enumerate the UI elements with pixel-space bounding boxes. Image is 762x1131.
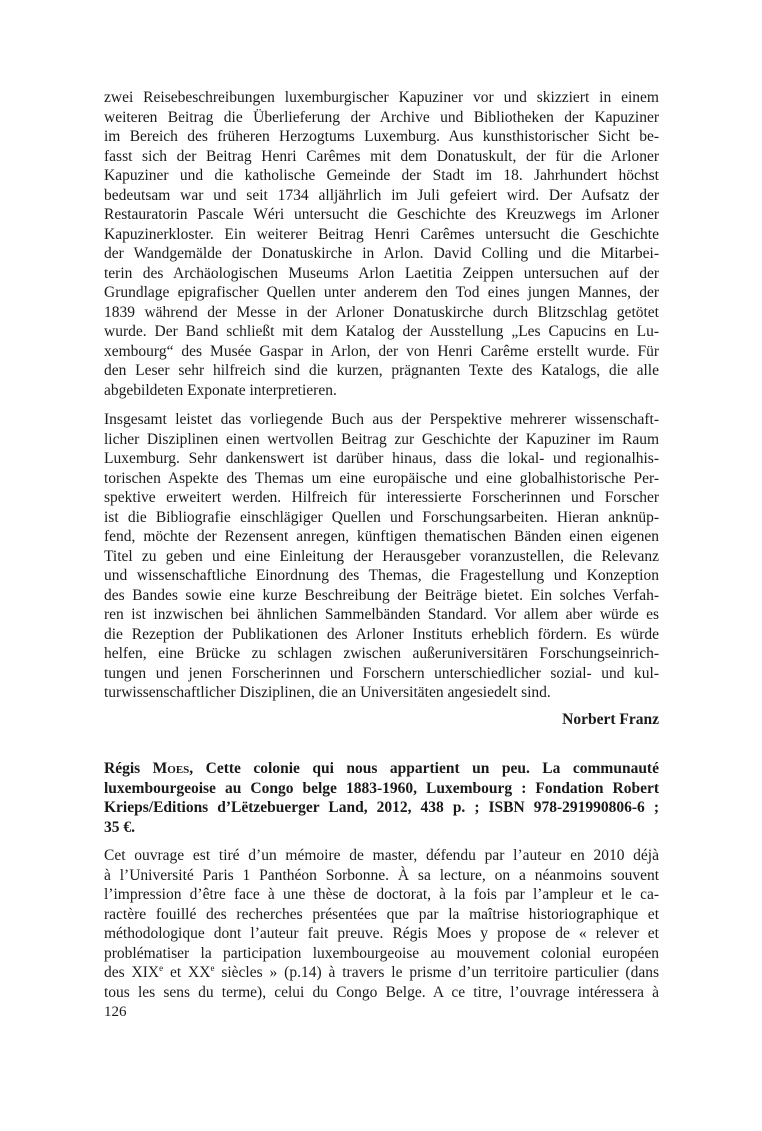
book-title-start: , Cette colonie qui nous appartient un peu. La communauté xyxy=(189,760,659,777)
text-line: und wissenschaftliche Einordnung des Themas, die Fragestellung und Konzeption xyxy=(104,567,659,584)
page-number: 126 xyxy=(104,1004,127,1020)
text-line: des Bandes sowie eine kurze Beschreibung der Beiträge bietet. Ein solches Verfah- xyxy=(104,586,659,604)
text-line: Grundlage epigrafischer Quellen unter anderem den Tod eines jungen Mannes, der xyxy=(104,284,659,301)
author-first-name: Régis xyxy=(104,760,153,777)
text-line: ist die Bibliografie einschlägiger Quellen und Forschungsarbeiten. Hieran anknüp- xyxy=(104,508,659,526)
text-line: ren ist inzwischen bei ähnlichen Sammelbänden Standard. Vor allem aber würde es xyxy=(104,606,659,623)
text-line: tungen und jenen Forscherinnen und Forschern unterschiedlicher sozial- und kul- xyxy=(104,664,659,682)
review-paragraph-2 xyxy=(104,410,659,703)
text-line: à l’Université Paris 1 Panthéon Sorbonne. À sa lecture, on a néanmoins souvent xyxy=(104,866,659,884)
text-line: fend, möchte der Rezensent anregen, künftigen thematischen Bänden einen eigenen xyxy=(104,528,659,545)
text-line: die Rezeption der Publikationen des Arloner Instituts erheblich fördern. Es würde xyxy=(104,625,659,643)
author-last-name: Moes xyxy=(152,760,190,777)
text-line: l’impression d’être face à une thèse de doctorat, à la fois par l’ampleur et le ca- xyxy=(104,886,659,903)
text-line: licher Disziplinen einen wertvollen Beitrag zur Geschichte der Kapuziner im Raum xyxy=(104,430,659,448)
text-line: bedeutsam war und seit 1734 alljährlich im Juli gefeiert wird. Der Aufsatz der xyxy=(104,186,659,204)
text-line: torischen Aspekte des Themas um eine europäische und eine globalhistorische Per- xyxy=(104,469,659,487)
text-line: Cet ouvrage est tiré d’un mémoire de master, défendu par l’auteur en 2010 déjà xyxy=(104,847,659,864)
text-line: ractère fouillé des recherches présentées que par la maîtrise historiographique et xyxy=(104,905,659,923)
text-line: turwissenschaftlicher Disziplinen, die an Universitäten angesiedelt sind. xyxy=(104,684,551,701)
text-line: im Bereich des früheren Herzogtums Luxemburg. Aus kunsthistorischer Sicht be- xyxy=(104,128,659,145)
text-line: helfen, eine Brücke zu schlagen zwischen außeruniversitären Forschungseinrich- xyxy=(104,645,659,662)
text-line: Titel zu geben und eine Einleitung der Herausgeber voranzustellen, die Relevanz xyxy=(104,547,659,565)
page-body xyxy=(104,88,659,1002)
review-paragraph-3 xyxy=(104,846,659,1002)
text-line: des XIXe et XXe siècles » (p.14) à travers le prisme d’un territoire particulier (dans xyxy=(104,963,659,981)
text-line: Restauratorin Pascale Wéri untersucht die Geschichte des Kreuzwegs im Arloner xyxy=(104,206,659,223)
text-line: den Leser sehr hilfreich sind die kurzen, prägnanten Texte des Katalogs, die alle xyxy=(104,362,659,379)
text-line: zwei Reisebeschreibungen luxemburgischer Kapuziner vor und skizziert in einem xyxy=(104,89,659,106)
text-line: weiteren Beitrag die Überlieferung der Archive und Bibliotheken der Kapuziner xyxy=(104,108,659,126)
text-line: tous les sens du terme), celui du Congo Belge. A ce titre, l’ouvrage intéressera à xyxy=(104,983,659,1001)
text-line: abgebildeten Exponate interpretieren. xyxy=(104,381,337,399)
heading-line-1 xyxy=(104,759,659,779)
review-heading xyxy=(104,759,659,837)
text-line: xembourg“ des Musée Gaspar in Arlon, der von Henri Carême erstellt wurde. Für xyxy=(104,342,659,360)
text-line: Luxemburg. Sehr dankenswert ist darüber hinaus, dass die lokal- und regionalhis- xyxy=(104,450,659,467)
heading-line-3: Krieps/Editions d’Lëtzebuerger Land, 2012, 438 p. ; ISBN 978-291990806-6 ; xyxy=(104,799,659,816)
text-line: méthodologique dont l’auteur fait preuve. Régis Moes y propose de « relever et xyxy=(104,925,659,942)
text-line: spektive erweitert werden. Hilfreich für interessierte Forscherinnen und Forscher xyxy=(104,489,659,506)
text-line: Kapuziner und die katholische Gemeinde der Stadt im 18. Jahrhundert höchst xyxy=(104,167,659,184)
text-line: der Wandgemälde der Donatuskirche in Arlon. David Colling und die Mitarbei- xyxy=(104,245,659,262)
text-line: 1839 während der Messe in der Arloner Donatuskirche durch Blitzschlag getötet xyxy=(104,303,659,321)
text-line: problématiser la participation luxembourgeoise au mouvement colonial européen xyxy=(104,944,659,962)
text-line: fasst sich der Beitrag Henri Carêmes mit dem Donatuskult, der für die Arloner xyxy=(104,147,659,165)
text-line: wurde. Der Band schließt mit dem Katalog der Ausstellung „Les Capucins en Lu- xyxy=(104,323,659,340)
heading-line-4: 35 €. xyxy=(104,818,135,836)
review-paragraph-1 xyxy=(104,88,659,400)
reviewer-signature: Norbert Franz xyxy=(562,710,659,728)
text-line: Insgesamt leistet das vorliegende Buch aus der Perspektive mehrerer wissenschaft- xyxy=(104,411,659,428)
heading-line-2: luxembourgeoise au Congo belge 1883-1960, Luxembourg : Fondation Robert xyxy=(104,779,659,797)
text-line: terin des Archäologischen Museums Arlon Laetitia Zeippen untersuchen auf der xyxy=(104,264,659,282)
text-line: Kapuzinerkloster. Ein weiterer Beitrag Henri Carêmes untersucht die Geschichte xyxy=(104,225,659,243)
